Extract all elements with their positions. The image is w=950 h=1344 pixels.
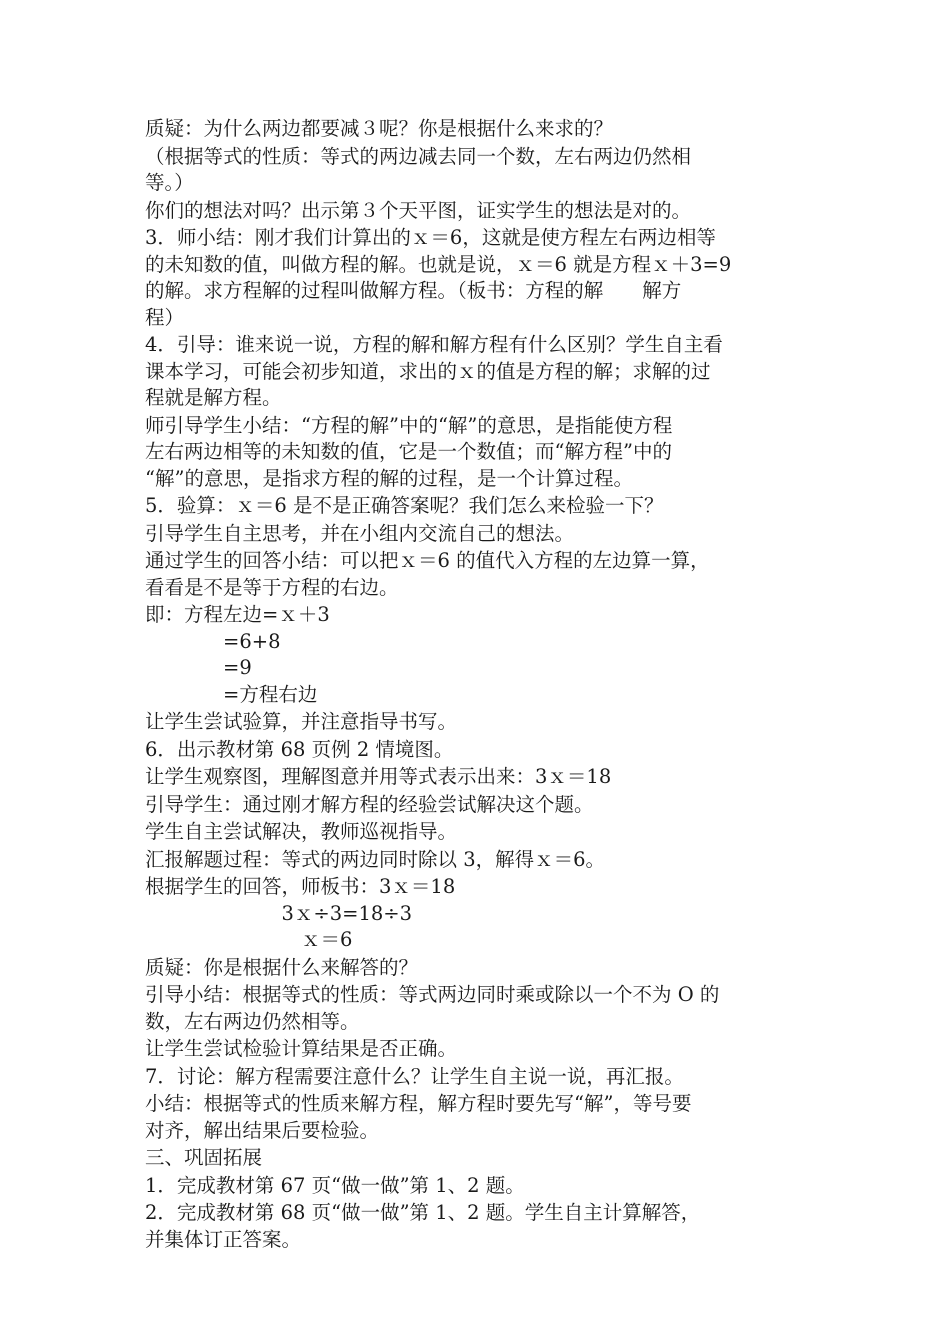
text-line: 的未知数的值，叫做方程的解。也就是说，ｘ＝6 就是方程ｘ＋3=9 (145, 252, 732, 276)
text-line: =6+8 (145, 629, 281, 653)
paragraph (145, 198, 815, 225)
text-line: 程就是解方程。 (145, 386, 282, 409)
text-line: 程） (145, 305, 185, 329)
text-line: =9 (145, 656, 252, 679)
paragraph (145, 332, 815, 412)
paragraph (145, 847, 815, 874)
text-line: 4．引导：谁来说一说，方程的解和解方程有什么区别？学生自主看 (145, 333, 723, 356)
text-line: “解”的意思，是指求方程的解的过程，是一个计算过程。 (145, 466, 633, 490)
paragraph (145, 602, 815, 708)
paragraph (145, 709, 815, 736)
text-line: 三、巩固拓展 (145, 1146, 263, 1169)
text-line: 质疑：为什么两边都要减３呢？你是根据什么来求的？ (145, 117, 614, 140)
text-line: （根据等式的性质：等式的两边减去同一个数，左右两边仍然相 (145, 144, 692, 168)
document-body (145, 116, 815, 1253)
text-line: 引导小结：根据等式的性质：等式两边同时乘或除以一个不为 O 的 (145, 983, 720, 1006)
text-line: 让学生观察图，理解图意并用等式表示出来：3ｘ＝18 (145, 765, 612, 788)
paragraph (145, 982, 815, 1035)
text-line: 对齐，解出结果后要检验。 (145, 1118, 380, 1142)
paragraph (145, 1091, 815, 1144)
text-line: 2．完成教材第 68 页“做一做”第 1、2 题。学生自主计算解答， (145, 1201, 701, 1224)
text-line: 小结：根据等式的性质来解方程，解方程时要先写“解”，等号要 (145, 1092, 692, 1115)
text-line: 师引导学生小结：“方程的解”中的“解”的意思，是指能使方程 (145, 413, 673, 437)
paragraph (145, 413, 815, 493)
text-line: 1．完成教材第 67 页“做一做”第 1、2 题。 (145, 1173, 525, 1197)
paragraph (145, 1173, 815, 1200)
paragraph (145, 144, 815, 197)
text-line: 左右两边相等的未知数的值，它是一个数值；而“解方程”中的 (145, 440, 672, 463)
paragraph (145, 1036, 815, 1063)
text-line: 你们的想法对吗？出示第３个天平图，证实学生的想法是对的。 (145, 198, 692, 222)
paragraph (145, 1145, 815, 1172)
text-line: 学生自主尝试解决，教师巡视指导。 (145, 820, 458, 843)
text-line: 汇报解题过程：等式的两边同时除以 3，解得ｘ＝6。 (145, 847, 606, 871)
text-line: 7．讨论：解方程需要注意什么？让学生自主说一说，再汇报。 (145, 1064, 684, 1088)
text-line: 通过学生的回答小结：可以把ｘ＝6 的值代入方程的左边算一算， (145, 549, 710, 572)
text-line: ｘ＝6 (145, 928, 353, 951)
paragraph (145, 764, 815, 791)
text-line: 3．师小结：刚才我们计算出的ｘ＝6，这就是使方程左右两边相等 (145, 226, 716, 249)
paragraph (145, 1200, 815, 1253)
text-line: 数，左右两边仍然相等。 (145, 1009, 360, 1033)
paragraph (145, 737, 815, 764)
text-line: 并集体订正答案。 (145, 1227, 302, 1251)
paragraph (145, 819, 815, 846)
text-line: 质疑：你是根据什么来解答的？ (145, 955, 419, 979)
text-line: =方程右边 (145, 682, 318, 706)
text-line: 看看是不是等于方程的右边。 (145, 575, 399, 599)
text-line: 让学生尝试验算，并注意指导书写。 (145, 710, 458, 733)
paragraph (145, 792, 815, 819)
text-line: 3ｘ÷3=18÷3 (145, 901, 413, 925)
paragraph (145, 225, 815, 331)
text-line: 6．出示教材第 68 页例 2 情境图。 (145, 737, 454, 761)
paragraph (145, 493, 815, 520)
text-line: 引导学生：通过刚才解方程的经验尝试解决这个题。 (145, 792, 594, 816)
paragraph (145, 955, 815, 982)
paragraph (145, 1064, 815, 1091)
paragraph (145, 116, 815, 143)
paragraph (145, 874, 815, 954)
text-line: 等。） (145, 171, 194, 194)
text-line: 根据学生的回答，师板书：3ｘ＝18 (145, 875, 456, 898)
paragraph (145, 521, 815, 548)
text-line: 的解。求方程解的过程叫做解方程。（板书：方程的解 解方 (145, 279, 682, 302)
paragraph (145, 548, 815, 601)
text-line: 5．验算：ｘ＝6 是不是正确答案呢？我们怎么来检验一下？ (145, 494, 664, 517)
text-line: 引导学生自主思考，并在小组内交流自己的想法。 (145, 521, 575, 545)
text-line: 课本学习，可能会初步知道，求出的ｘ的值是方程的解；求解的过 (145, 359, 711, 383)
text-line: 让学生尝试检验计算结果是否正确。 (145, 1037, 458, 1060)
text-line: 即：方程左边=ｘ＋3 (145, 603, 330, 626)
